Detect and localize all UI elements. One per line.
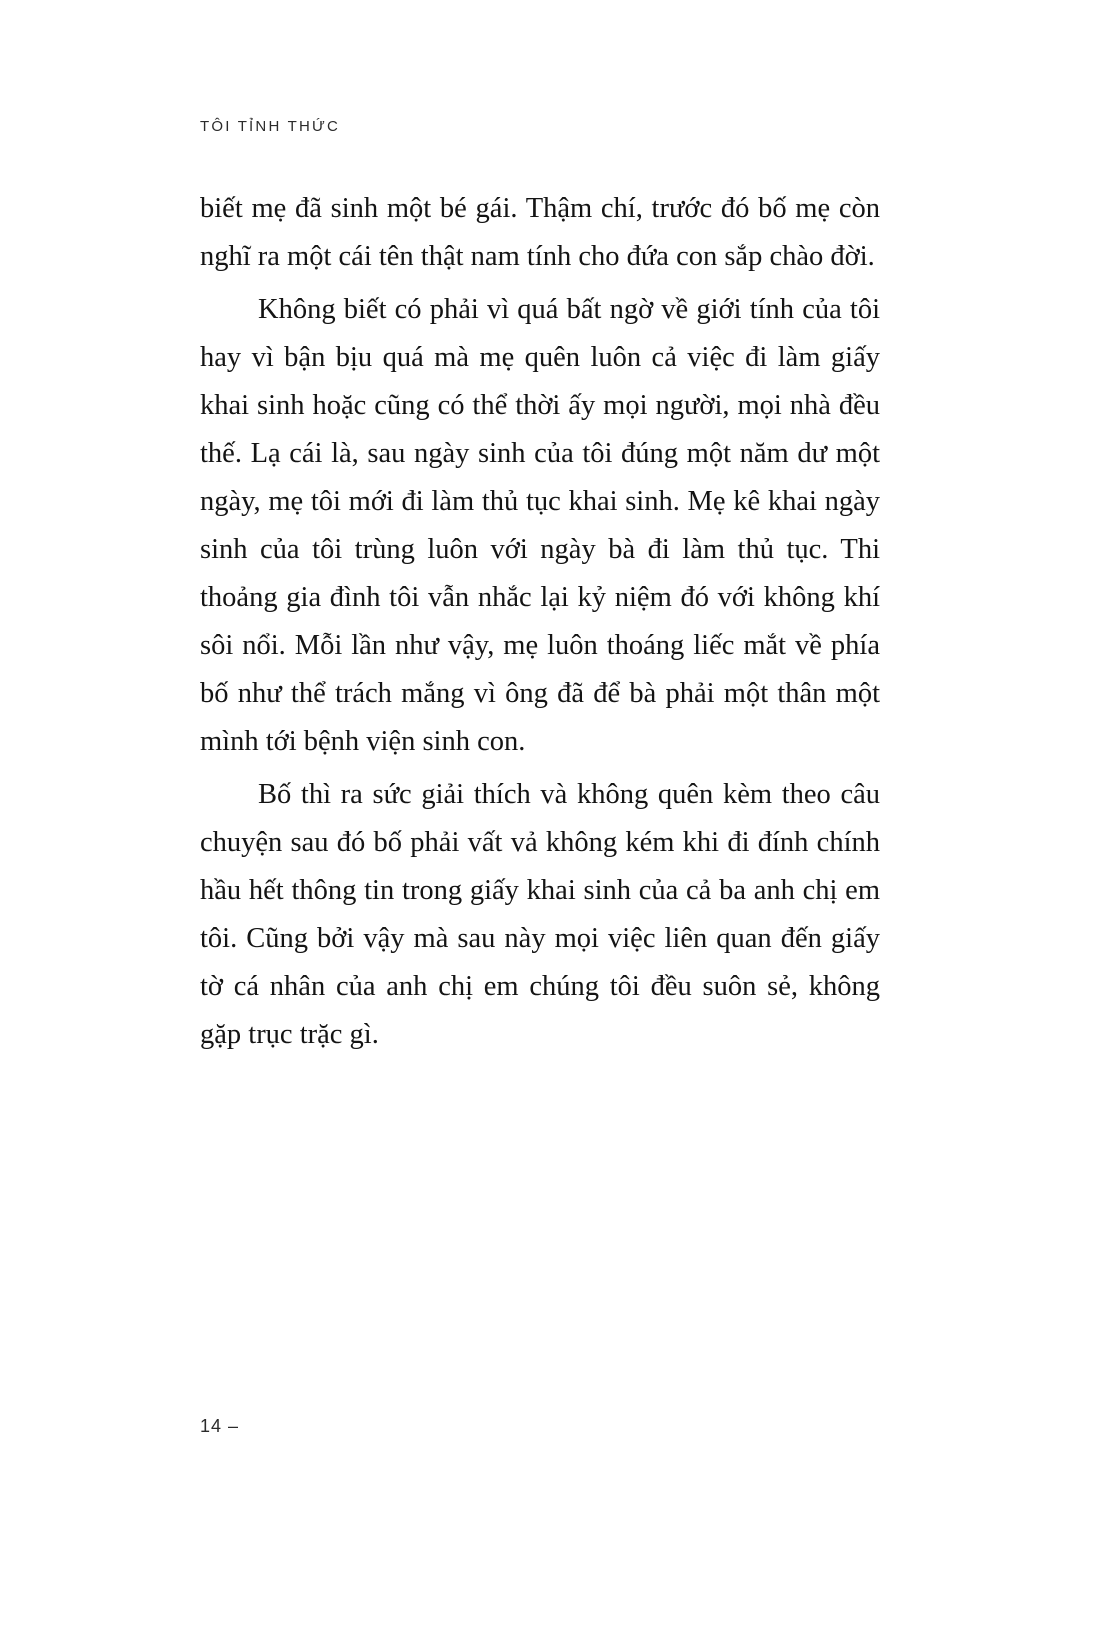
page-number: 14 – bbox=[200, 1416, 240, 1436]
body-text-block bbox=[200, 185, 880, 1064]
paragraph-1: biết mẹ đã sinh một bé gái. Thậm chí, trước đó bố mẹ còn nghĩ ra một cái tên thật nam tính cho đứa con sắp chào đời. bbox=[200, 193, 880, 272]
paragraph-3: Bố thì ra sức giải thích và không quên kèm theo câu chuyện sau đó bố phải vất vả không kém khi đi đính chính hầu hết thông tin trong giấy khai sinh của cả ba anh chị em tôi. Cũng bởi vậy mà sau này mọi việc liên quan đến giấy tờ cá nhân của anh chị em chúng tôi đều suôn sẻ, không gặp trục trặc gì. bbox=[200, 779, 880, 1050]
paragraph-2: Không biết có phải vì quá bất ngờ về giới tính của tôi hay vì bận bịu quá mà mẹ quên luôn cả việc đi làm giấy khai sinh hoặc cũng có thể thời ấy mọi người, mọi nhà đều thế. Lạ cái là, sau ngày sinh của tôi đúng một năm dư một ngày, mẹ tôi mới đi làm thủ tục khai sinh. Mẹ kê khai ngày sinh của tôi trùng luôn với ngày bà đi làm thủ tục. Thi thoảng gia đình tôi vẫn nhắc lại kỷ niệm đó với không khí sôi nổi. Mỗi lần như vậy, mẹ luôn thoáng liếc mắt về phía bố như thể trách mắng vì ông đã để bà phải một thân một mình tới bệnh viện sinh con. bbox=[200, 294, 880, 757]
running-head: TÔI TỈNH THỨC bbox=[200, 118, 341, 135]
